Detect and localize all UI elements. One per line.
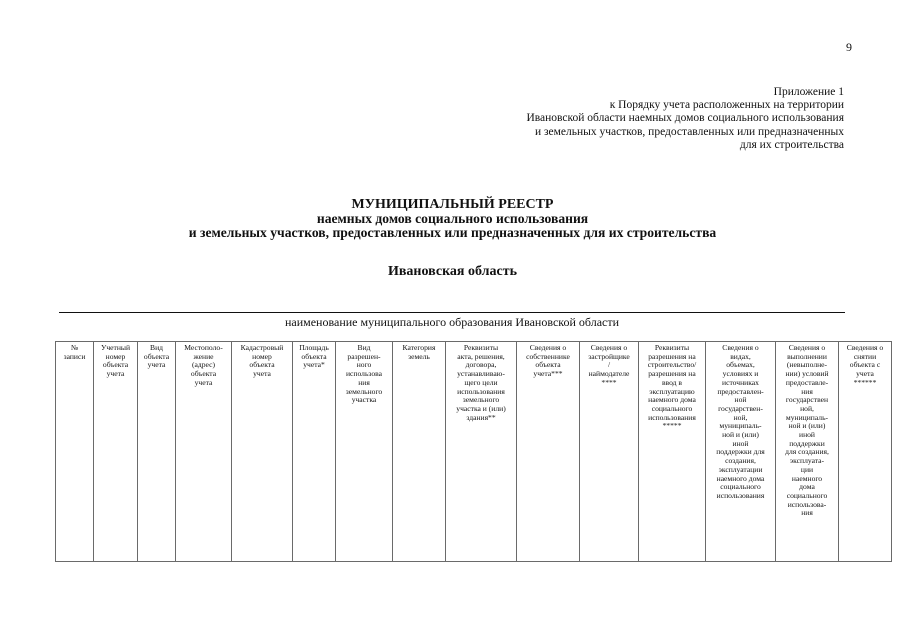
- column-header: Вид разрешен- ного использова ния земельного участка: [336, 342, 393, 562]
- column-header: Сведения о собственнике объекта учета***: [517, 342, 580, 562]
- registry-table: [55, 341, 892, 562]
- column-header: Кадастровый номер объекта учета: [232, 342, 293, 562]
- column-header: Категория земель: [393, 342, 446, 562]
- column-header: № записи: [56, 342, 94, 562]
- column-header: Реквизиты разрешения на строительство/ разрешения на ввод в эксплуатацию наемного дома социального использования *****: [639, 342, 706, 562]
- column-header: Вид объекта учета: [138, 342, 176, 562]
- column-header: Местополо- жение (адрес) объекта учета: [176, 342, 232, 562]
- column-header: Сведения о застройщике / наймодателе ****: [580, 342, 639, 562]
- registry-header-row: [56, 342, 892, 562]
- appendix-heading: [526, 86, 844, 152]
- column-header: Сведения о выполнении (невыполне- нии) условий предоставле- ния государствен ной, муниципаль- ной и (или) иной поддержки для создания, эксплуата- ции наемного дома социального использова- ния: [776, 342, 839, 562]
- column-header: Реквизиты акта, решения, договора, устанавливаю- щего цели использования земельного участка и (или) здания**: [446, 342, 517, 562]
- title-block: [0, 197, 905, 240]
- column-header: Площадь объекта учета*: [293, 342, 336, 562]
- region-name: Ивановская область: [387, 264, 518, 279]
- appendix-line: и земельных участков, предоставленных или предназначенных: [534, 125, 844, 138]
- appendix-line: к Порядку учета расположенных на территории: [609, 99, 844, 112]
- appendix-line: Ивановской области наемных домов социального использования: [526, 112, 844, 125]
- document-subtitle-line-1: наемных домов социального использования: [316, 211, 589, 226]
- column-header: Учетный номер объекта учета: [94, 342, 138, 562]
- appendix-line: для их строительства: [739, 138, 844, 151]
- document-subtitle-line-2: и земельных участков, предоставленных или предназначенных для их строительства: [188, 225, 717, 240]
- column-header: Сведения о снятии объекта с учета ******: [839, 342, 892, 562]
- page-number: 9: [846, 40, 852, 54]
- document-title: МУНИЦИПАЛЬНЫЙ РЕЕСТР: [351, 197, 554, 212]
- column-header: Сведения о видах, объемах, условиях и источниках предоставлен- ной государствен- ной, муниципаль- ной и (или) иной поддержки для создания, эксплуатации наемного дома социального использования: [706, 342, 776, 562]
- fill-in-line: [59, 312, 845, 313]
- appendix-line: Приложение 1: [773, 86, 844, 98]
- fill-in-caption: наименование муниципального образования Ивановской области: [284, 315, 620, 329]
